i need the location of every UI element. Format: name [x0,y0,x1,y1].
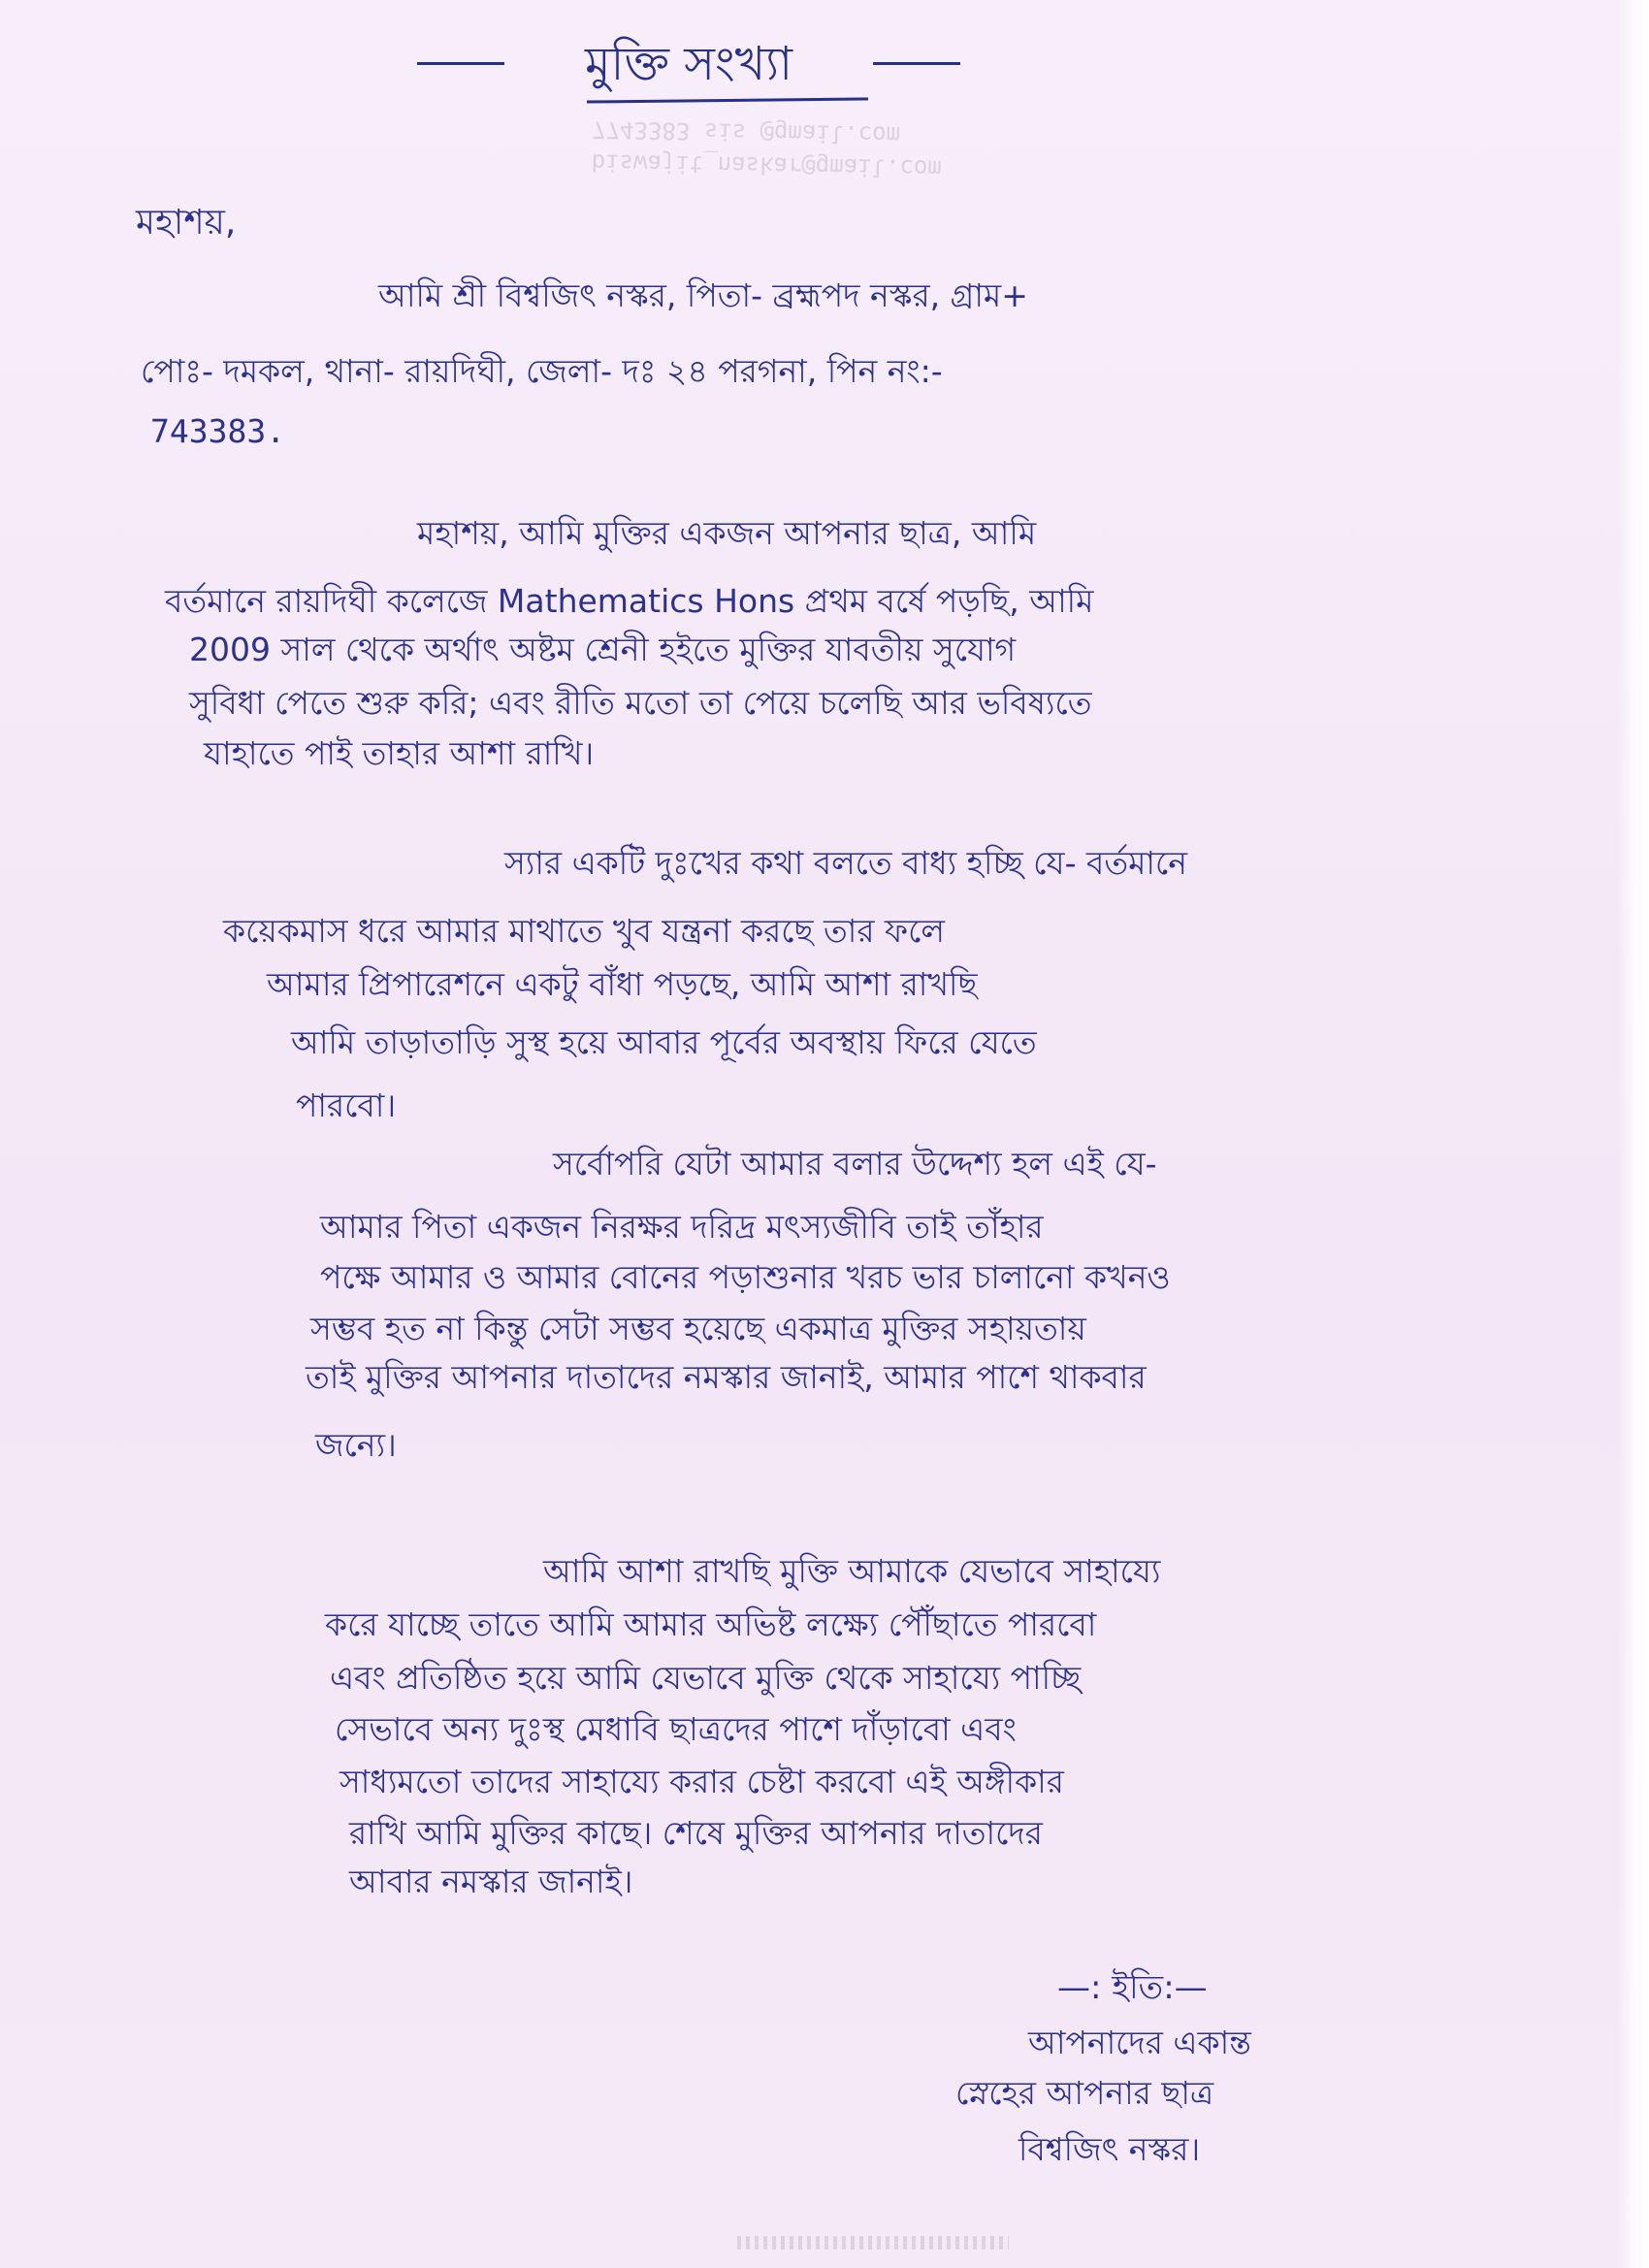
paragraph-line: কয়েকমাস ধরে আমার মাথাতে খুব যন্ত্রনা করছে তার ফলে [223,912,945,950]
paragraph-line: জন্যে। [315,1426,397,1464]
paper-edge [1618,0,1649,2268]
paragraph-line: পক্ষে আমার ও আমার বোনের পড়াশুনার খরচ ভার চালানো কখনও [320,1258,1171,1296]
iti-dash-left: —: [1057,1968,1113,2007]
closing-line: আপনাদের একান্ত [1028,2024,1251,2061]
paragraph-line: আমার প্রিপারেশনে একটু বাঁধা পড়ছে, আমি আশা রাখছি [267,965,978,1003]
paragraph-line: মহাশয়, আমি মুক্তির একজন আপনার ছাত্র, আমি [417,514,1037,552]
paragraph-line: যাহাতে পাই তাহার আশা রাখি। [204,734,595,772]
bleed-through-line: biswajit_naskar@gmail.com [591,148,942,182]
title-right-dash [873,62,960,65]
pin-code: 743383. [150,412,286,450]
closing-line: স্নেহের আপনার ছাত্র [955,2074,1214,2112]
iti-label: ইতি: [1112,1968,1175,2007]
paragraph-line: সেভাবে অন্য দুঃস্থ মেধাবি ছাত্রদের পাশে দাঁড়াবো এবং [335,1710,1017,1748]
paragraph-line: সুবিধা পেতে শুরু করি; এবং রীতি মতো তা পেয়ে চলেছি আর ভবিষ্যতে [189,684,1092,722]
scan-artifact [737,2236,1009,2250]
paragraph-line: আমি আশা রাখছি মুক্তি আমাকে যেভাবে সাহায্যে [543,1552,1161,1590]
paragraph-line: পারবো। [296,1086,397,1124]
address-line: পোঃ- দমকল, থানা- রায়দিঘী, জেলা- দঃ ২৪ পরগনা, পিন নং:- [141,352,943,390]
paragraph-line: আমার পিতা একজন নিরক্ষর দরিদ্র মৎস্যজীবি তাই তাঁহার [320,1208,1044,1246]
title-text: মুক্তি সংখ্যা [585,37,792,91]
paragraph-line: তাই মুক্তির আপনার দাতাদের নমস্কার জানাই, আমার পাশে থাকবার [306,1358,1147,1396]
paragraph-line: স্যার একটি দুঃখের কথা বলতে বাধ্য হচ্ছি যে- বর্তমানে [504,844,1187,882]
salutation: মহাশয়, [136,203,237,243]
paragraph-line: রাখি আমি মুক্তির কাছে। শেষে মুক্তির আপনার দাতাদের [349,1814,1043,1852]
title-left-dash [417,62,504,65]
paragraph-line: 2009 সাল থেকে অর্থাৎ অষ্টম শ্রেনী হইতে মুক্তির যাবতীয় সুযোগ [189,631,1017,668]
iti-dash-right: — [1174,1968,1208,2007]
paragraph-line: সম্ভব হত না কিন্তু সেটা সম্ভব হয়েছে একমাত্র মুক্তির সহায়তায় [310,1310,1086,1347]
paragraph-line: আমি তাড়াতাড়ি সুস্থ হয়ে আবার পূর্বের অবস্থায় ফিরে যেতে [291,1023,1037,1061]
paragraph-line: সর্বোপরি যেটা আমার বলার উদ্দেশ্য হল এই যে- [553,1145,1157,1183]
signature-name: বিশ্বজিৎ নস্কর। [1018,2130,1201,2168]
address-line: আমি শ্রী বিশ্বজিৎ নস্কর, পিতা- ব্রহ্মপদ নস্কর, গ্রাম+ [378,276,1028,314]
bleed-through-line: 7743383 sis @gmail.com [591,115,901,148]
paragraph-line: আবার নমস্কার জানাই। [349,1863,633,1900]
paragraph-line: বর্তমানে রায়দিঘী কলেজে Mathematics Hons প্রথম বর্ষে পড়ছি, আমি [165,582,1094,620]
paragraph-line: করে যাচ্ছে তাতে আমি আমার অভিষ্ট লক্ষ্যে পৌঁছাতে পারবো [325,1605,1097,1643]
closing-iti [1057,1962,1208,2018]
bleed-through-text [591,91,1212,189]
paragraph-line: এবং প্রতিষ্ঠিত হয়ে আমি যেভাবে মুক্তি থেকে সাহায্যে পাচ্ছি [330,1659,1082,1697]
paragraph-line: সাধ্যমতো তাদের সাহায্যে করার চেষ্টা করবো এই অঙ্গীকার [340,1763,1064,1800]
